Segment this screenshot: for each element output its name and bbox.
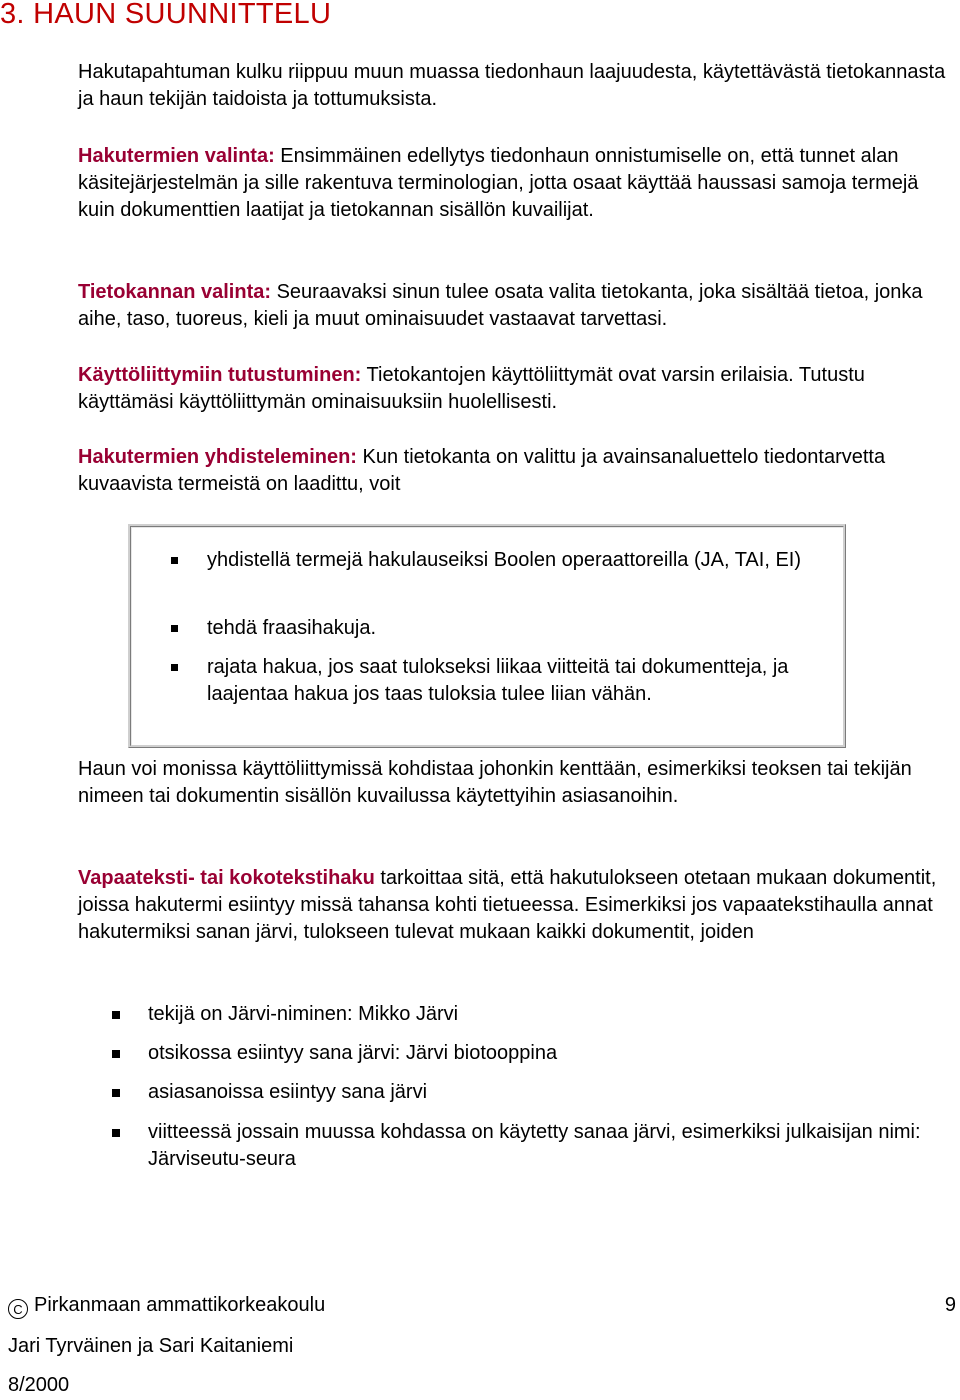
section-vapaateksti [78,865,958,946]
intro-paragraph: Hakutapahtuman kulku riippuu muun muassa tiedonhaun laajuudesta, käytettävästä tietokannasta ja haun tekijän taidoista ja tottumuksista. [78,61,946,110]
page-title: 3. HAUN SUUNNITTELU [0,0,332,30]
organization-name: Pirkanmaan ammattikorkeakoulu [34,1294,326,1316]
list-item-text: viitteessä jossain muussa kohdassa on käytetty sanaa järvi, esimerkiksi julkaisijan nimi: Järviseutu-seura [148,1121,921,1170]
square-bullet-icon [171,664,178,671]
copyright-icon: C [8,1299,28,1319]
section-label: Tietokannan valinta: [78,281,272,303]
section-text: tarkoittaa sitä, että hakutulokseen otetaan mukaan dokumentit, joissa hakutermi esiintyy missä tahansa kohti tietueessa. Esimerkiksi jos vapaatekstihaulla annat hakutermiksi sanan järvi, tulokseen tulevat mukaan kaikki dokumentit, joiden [78,867,937,943]
section-label: Hakutermien yhdisteleminen: [78,446,357,468]
list-item-text: yhdistellä termejä hakulauseiksi Boolen operaattoreilla (JA, TAI, EI) [207,549,801,571]
section-tietokannan-valinta [78,279,958,333]
section-hakutermien-yhdisteleminen [78,444,958,498]
square-bullet-icon [171,625,178,632]
list-item-text: tekijä on Järvi-niminen: Mikko Järvi [148,1003,459,1025]
square-bullet-icon [112,1089,120,1097]
list-item-text: asiasanoissa esiintyy sana järvi [148,1081,428,1103]
section-label: Hakutermien valinta: [78,145,275,167]
search-options-box [128,524,846,748]
list-item-text: tehdä fraasihakuja. [207,617,377,639]
field-search-paragraph: Haun voi monissa käyttöliittymissä kohdistaa johonkin kenttään, esimerkiksi teoksen tai tekijän nimeen tai dokumentin sisällön kuvailussa käytettyihin asiasanoihin. [78,758,912,807]
section-hakutermien-valinta [78,143,958,224]
square-bullet-icon [171,557,178,564]
section-kayttoliittymiin [78,362,958,416]
section-text: Seuraavaksi sinun tulee osata valita tietokanta, joka sisältää tietoa, jonka aihe, taso, tuoreus, kieli ja muut ominaisuudet vastaavat tarvettasi. [78,281,923,330]
section-text: Tietokantojen käyttöliittymät ovat varsin erilaisia. Tutustu käyttämäsi käyttöliittymän ominaisuuksiin huolellisesti. [78,364,865,413]
section-label: Käyttöliittymiin tutustuminen: [78,364,362,386]
list-item-text: rajata hakua, jos saat tulokseksi liikaa viitteitä tai dokumentteja, ja laajentaa hakua jos taas tuloksia tulee liian vähän. [207,656,789,705]
footer-date: 8/2000 [8,1374,70,1396]
square-bullet-icon [112,1129,120,1137]
footer-authors: Jari Tyrväinen ja Sari Kaitaniemi [8,1335,294,1357]
section-label: Vapaateksti- tai kokotekstihaku [78,867,375,889]
footer-organization [8,1292,325,1319]
section-text: Kun tietokanta on valittu ja avainsanaluettelo tiedontarvetta kuvaavista termeistä on laadittu, voit [78,446,886,495]
square-bullet-icon [112,1050,120,1058]
page-number: 9 [944,1294,956,1316]
list-item-text: otsikossa esiintyy sana järvi: Järvi biotooppina [148,1042,558,1064]
section-text: Ensimmäinen edellytys tiedonhaun onnistumiselle on, että tunnet alan käsitejärjestelmän ja sille rakentuva terminologian, jotta osaat käyttää haussasi samoja termejä kuin dokumenttien laatijat ja tietokannan sisällön kuvailijat. [78,145,919,221]
square-bullet-icon [112,1011,120,1019]
